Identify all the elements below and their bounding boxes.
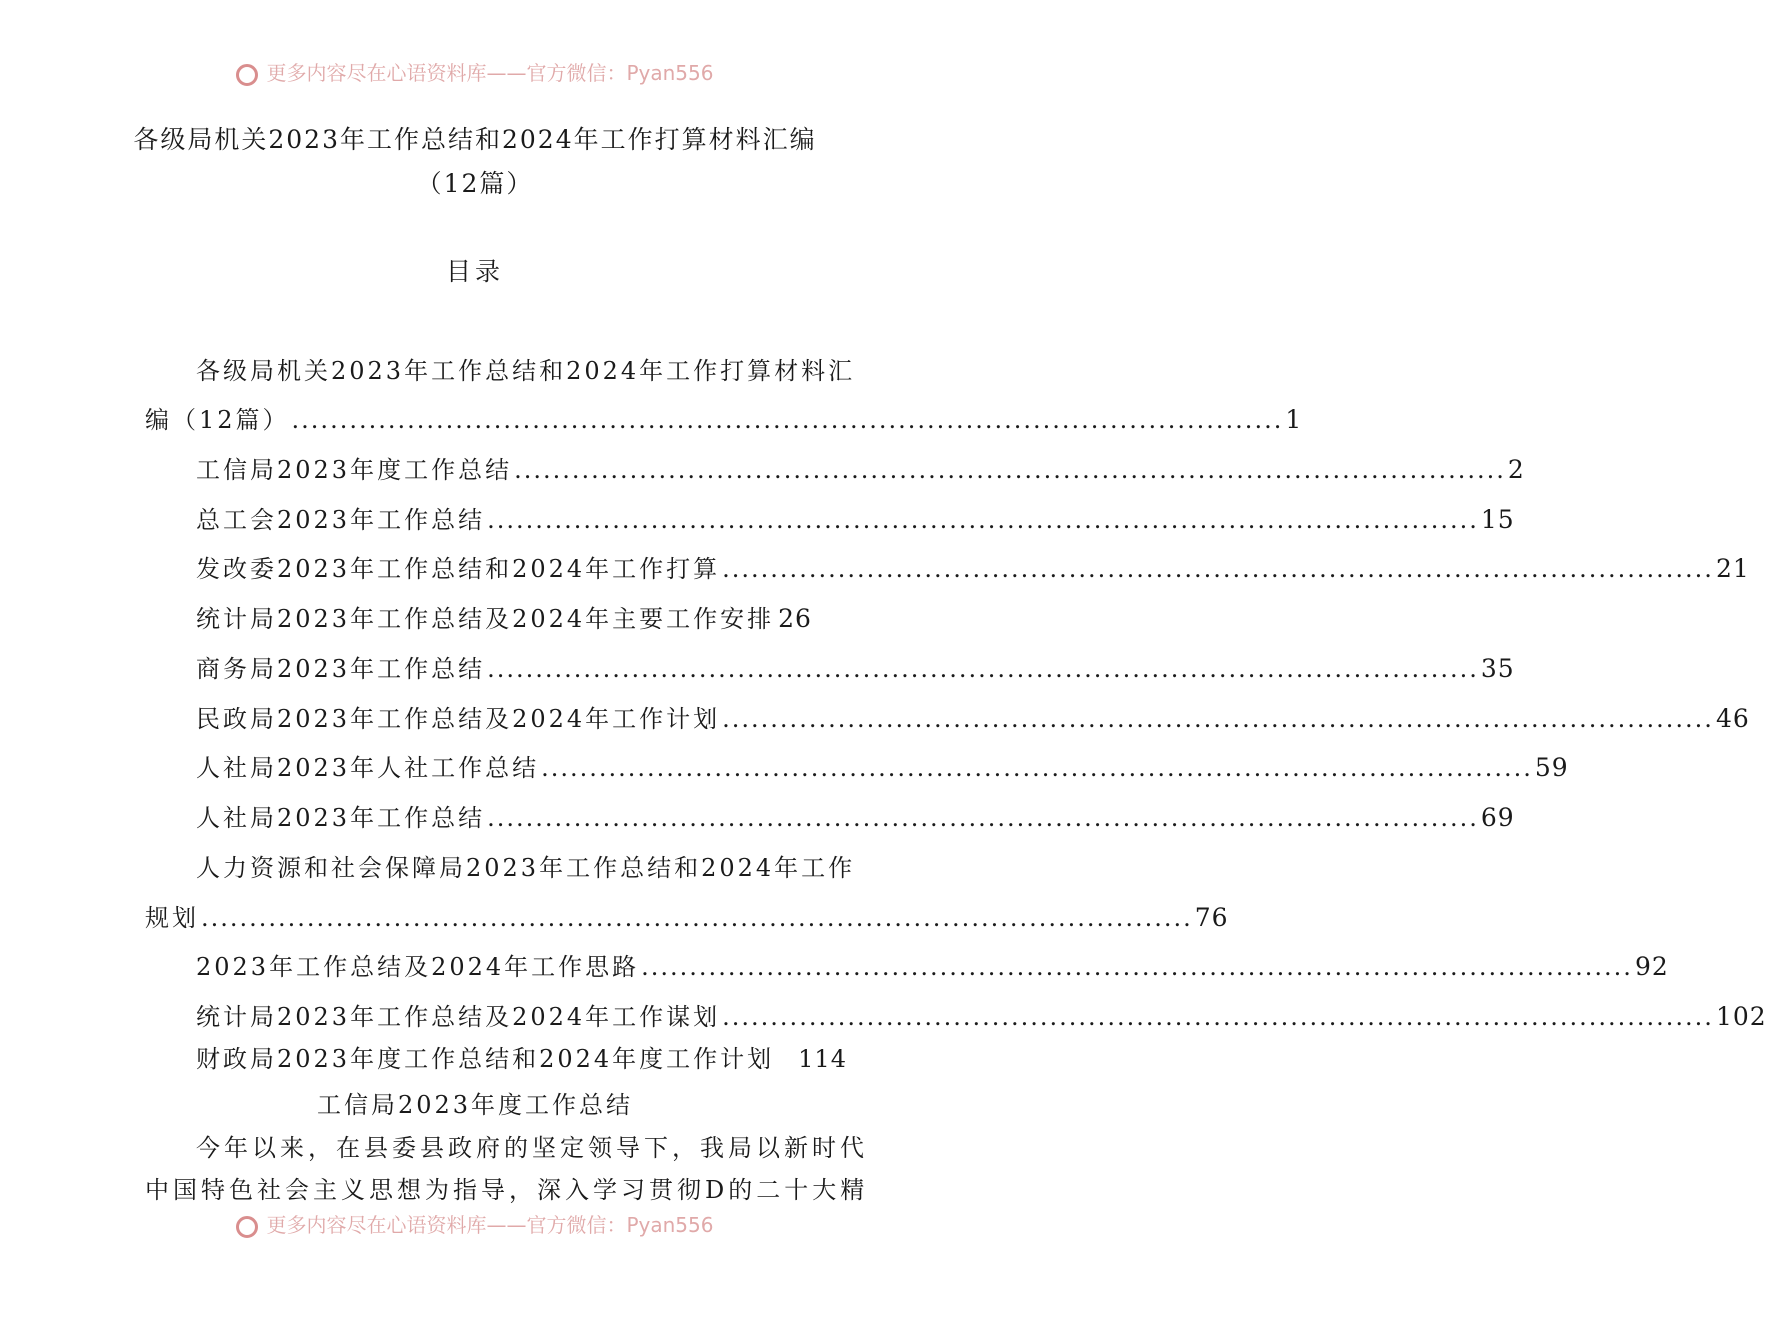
section-title: 工信局2023年度工作总结 bbox=[316, 1091, 634, 1119]
toc-entry-10-line1: 人力资源和社会保障局2023年工作总结和2024年工作 bbox=[196, 854, 856, 882]
toc-leader-dots: ....................................................................................................... bbox=[487, 506, 1479, 534]
toc-entry-12[interactable] bbox=[196, 997, 1767, 1032]
body-paragraph-line2: 中国特色社会主义思想为指导，深入学习贯彻D的二十大精 bbox=[145, 1176, 869, 1204]
toc-entry-7[interactable] bbox=[196, 699, 1750, 734]
toc-entry-6[interactable] bbox=[196, 649, 1515, 684]
toc-entry-text: 编（12篇） bbox=[145, 406, 290, 434]
toc-leader-dots: ....................................................................................................... bbox=[722, 705, 1714, 733]
toc-page-number: 1 bbox=[1285, 405, 1303, 434]
toc-page-number: 92 bbox=[1634, 952, 1669, 981]
toc-entry-text: 统计局2023年工作总结及2024年工作谋划 bbox=[196, 1003, 721, 1031]
toc-entry-8[interactable] bbox=[196, 748, 1569, 783]
watermark-logo-icon bbox=[236, 64, 258, 86]
toc-heading: 目录 bbox=[445, 257, 504, 286]
toc-entry-text: 商务局2023年工作总结 bbox=[196, 655, 486, 683]
toc-leader-dots: ....................................................................................................... bbox=[487, 804, 1479, 832]
toc-entry-text: 民政局2023年工作总结及2024年工作计划 bbox=[196, 705, 721, 733]
toc-leader-dots: ....................................................................................................... bbox=[201, 904, 1193, 932]
toc-leader-dots: ....................................................................................................... bbox=[722, 555, 1714, 583]
toc-entry-text: 发改委2023年工作总结和2024年工作打算 bbox=[196, 555, 721, 583]
toc-entry-text: 人社局2023年人社工作总结 bbox=[196, 754, 540, 782]
toc-leader-dots: ....................................................................................................... bbox=[641, 953, 1633, 981]
toc-entry-13[interactable] bbox=[196, 1039, 847, 1074]
toc-leader-dots: ....................................................................................................... bbox=[291, 406, 1284, 434]
toc-page-number: 46 bbox=[1715, 704, 1750, 733]
toc-page-number: 15 bbox=[1480, 505, 1515, 534]
watermark-top bbox=[0, 57, 950, 83]
toc-leader-dots: ....................................................................................................... bbox=[487, 655, 1479, 683]
toc-entry-2[interactable] bbox=[196, 450, 1525, 485]
toc-entry-10[interactable] bbox=[145, 898, 1229, 933]
watermark-logo-icon bbox=[236, 1216, 258, 1238]
toc-entry-text: 2023年工作总结及2024年工作思路 bbox=[196, 953, 640, 981]
toc-leader-dots: ....................................................................................................... bbox=[514, 456, 1506, 484]
toc-leader-dots: ....................................................................................................... bbox=[541, 754, 1533, 782]
toc-entry-1-line1: 各级局机关2023年工作总结和2024年工作打算材料汇 bbox=[196, 357, 856, 385]
toc-page-number: 21 bbox=[1715, 554, 1750, 583]
watermark-text: 更多内容尽在心语资料库——官方微信：Pyan556 bbox=[266, 1213, 714, 1237]
toc-page-number: 2 bbox=[1507, 455, 1525, 484]
toc-entry-3[interactable] bbox=[196, 500, 1515, 535]
toc-entry-text: 统计局2023年工作总结及2024年主要工作安排 bbox=[196, 605, 775, 633]
toc-entry-text: 财政局2023年度工作总结和2024年度工作计划 bbox=[196, 1045, 775, 1073]
toc-entry-text: 总工会2023年工作总结 bbox=[196, 506, 486, 534]
toc-entry-1[interactable] bbox=[145, 400, 1303, 435]
watermark-bottom bbox=[0, 1209, 950, 1235]
toc-entry-4[interactable] bbox=[196, 549, 1750, 584]
document-title-count: （12篇） bbox=[416, 169, 534, 198]
toc-entry-5[interactable] bbox=[196, 599, 812, 634]
toc-page-number: 35 bbox=[1480, 654, 1515, 683]
document-title: 各级局机关2023年工作总结和2024年工作打算材料汇编 bbox=[133, 125, 817, 154]
toc-page-number: 59 bbox=[1534, 753, 1569, 782]
toc-page-number: 102 bbox=[1715, 1002, 1767, 1031]
toc-page-number: 26 bbox=[778, 604, 812, 633]
toc-leader-dots: ....................................................................................................... bbox=[722, 1003, 1714, 1031]
toc-entry-9[interactable] bbox=[196, 798, 1515, 833]
watermark-text: 更多内容尽在心语资料库——官方微信：Pyan556 bbox=[266, 61, 714, 85]
toc-entry-text: 人社局2023年工作总结 bbox=[196, 804, 486, 832]
toc-page-number: 114 bbox=[798, 1045, 847, 1073]
toc-entry-text: 规划 bbox=[145, 904, 199, 932]
toc-entry-11[interactable] bbox=[196, 947, 1669, 982]
toc-entry-text: 工信局2023年度工作总结 bbox=[196, 456, 513, 484]
body-paragraph-line1: 今年以来，在县委县政府的坚定领导下，我局以新时代 bbox=[196, 1134, 868, 1162]
toc-page-number: 69 bbox=[1480, 803, 1515, 832]
toc-page-number: 76 bbox=[1194, 903, 1229, 932]
